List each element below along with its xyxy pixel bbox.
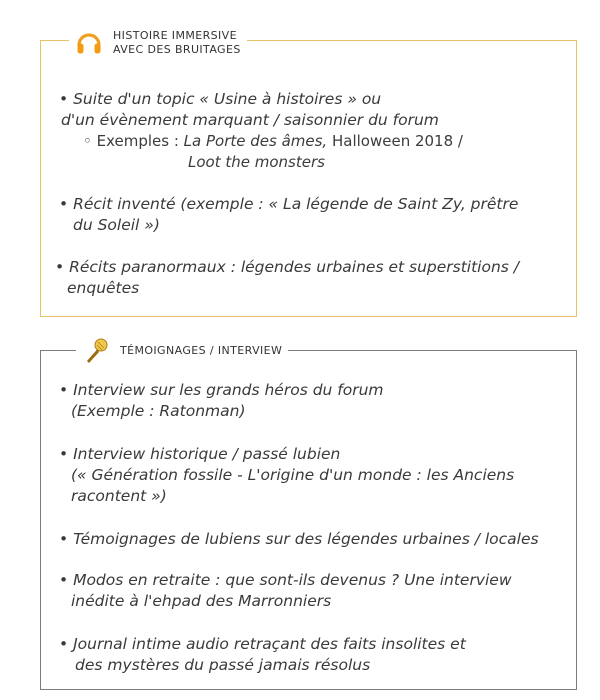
list-item: • Suite d'un topic « Usine à histoires » ou d'un évènement marquant / saisonnier du forum [59,90,439,129]
section-title: TÉMOIGNAGES / INTERVIEW [120,344,283,357]
section-header [69,29,247,57]
list-item: • Journal intime audio retraçant des faits insolites et des mystères du passé jamais résolus [59,635,466,674]
sub-list-item: ◦ Exemples : La Porte des âmes, Halloween 2018 / [83,132,463,150]
list-item: • Interview sur les grands héros du forum (Exemple : Ratonman) [59,381,384,420]
headphones-icon [75,29,103,57]
list-item: • Témoignages de lubiens sur des légendes urbaines / locales [59,530,539,548]
immersive-story-section [40,29,577,317]
list-item: • Récits paranormaux : légendes urbaines et superstitions / enquêtes [55,258,520,297]
list-item: • Interview historique / passé lubien (« Génération fossile - L'origine d'un monde : les Anciens racontent ») [59,445,515,505]
section-title: HISTOIRE IMMERSIVE AVEC DES BRUITAGES [113,29,241,56]
section-header [76,337,288,365]
testimonies-section [40,344,577,690]
list-item: • Récit inventé (exemple : « La légende de Saint Zy, prêtre du Soleil ») [59,195,519,234]
microphone-icon [82,337,110,365]
sub-list-item-continued: Loot the monsters [188,153,325,171]
list-item: • Modos en retraite : que sont-ils devenus ? Une interview inédite à l'ehpad des Marronniers [59,571,512,610]
